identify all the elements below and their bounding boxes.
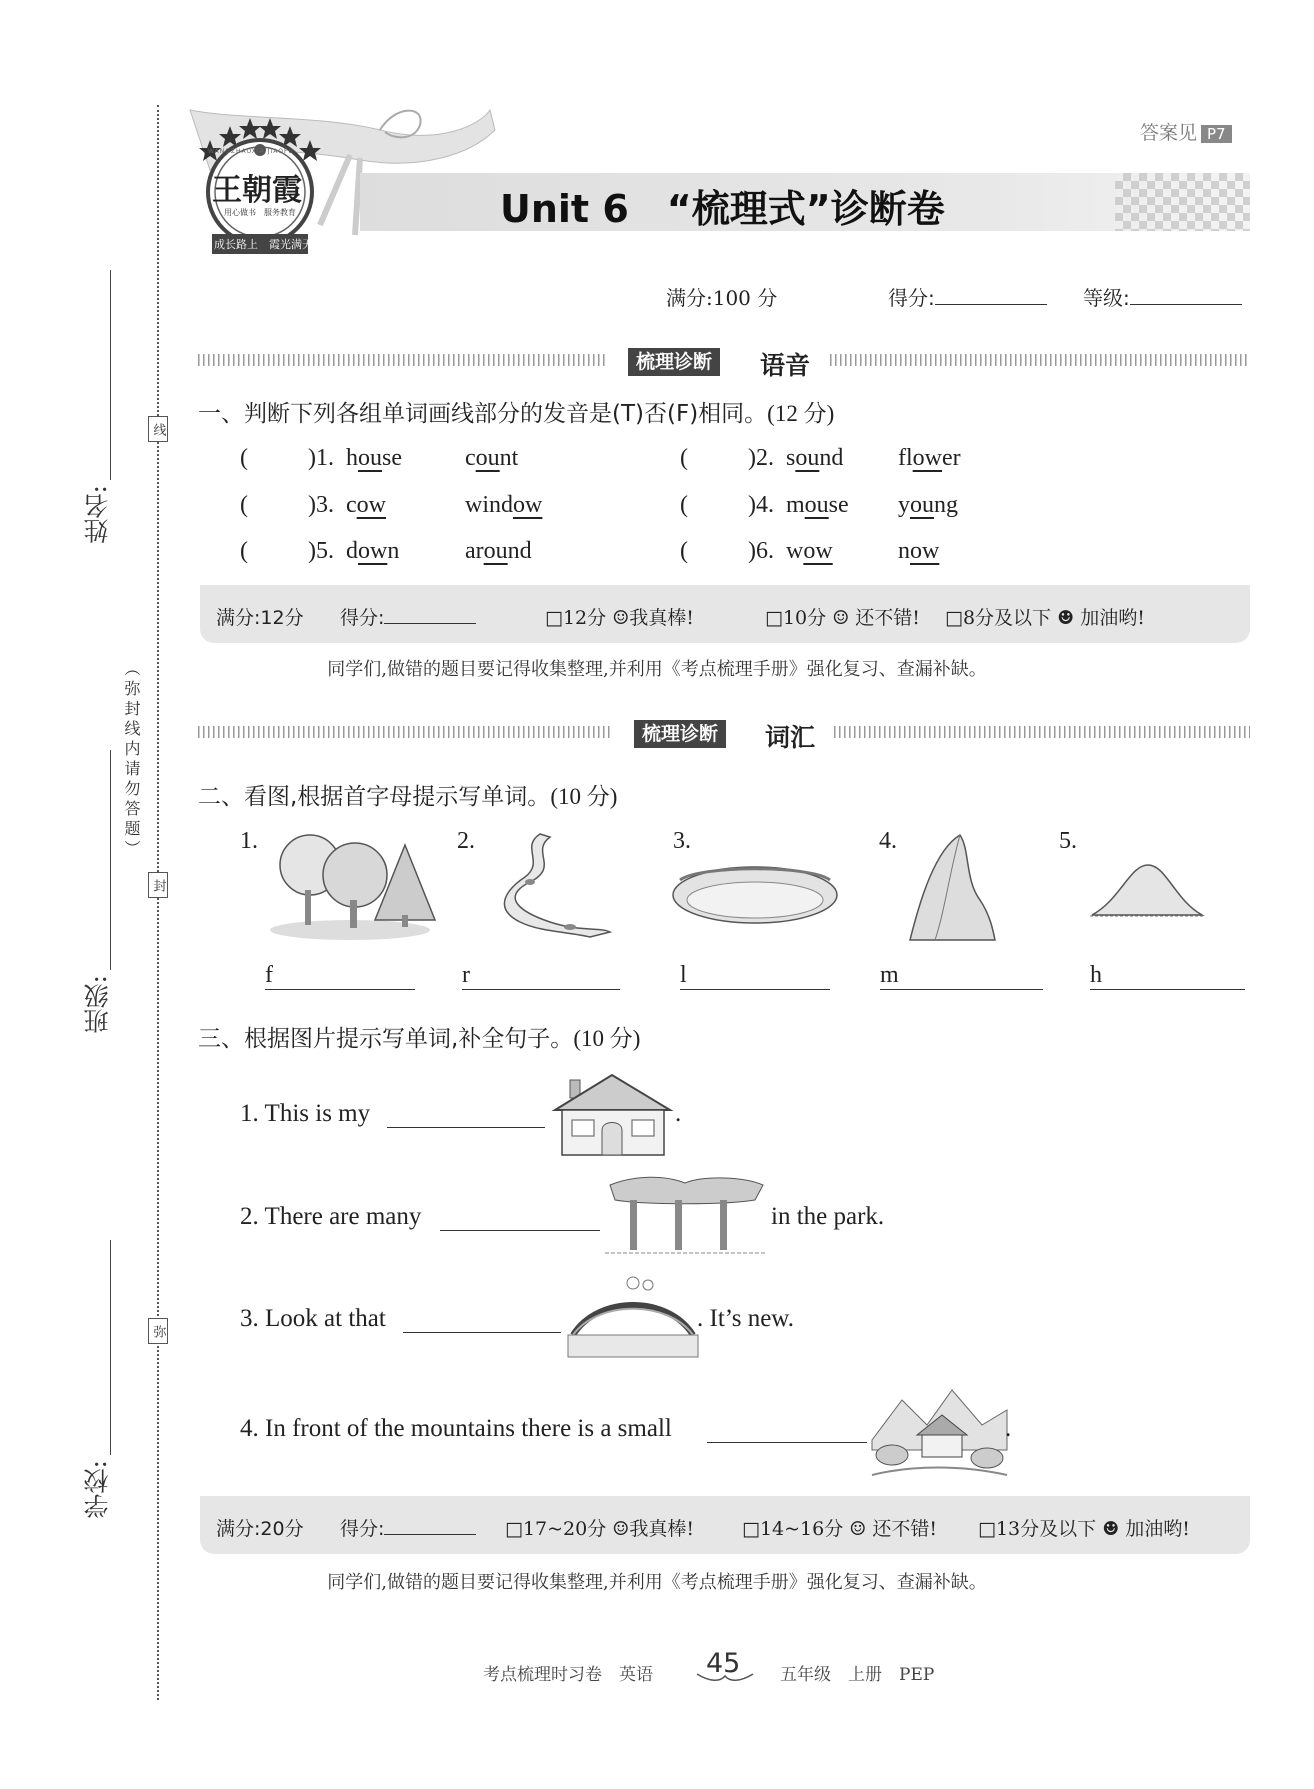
word-part: fl [898,445,913,471]
mountain-picture [905,830,995,945]
hatch-left [198,354,608,366]
hatch-right [830,354,1250,366]
sentence-1-pre: 1. This is my [240,1100,371,1127]
underlined-letters: ou [804,492,829,518]
picture-number-2: 2. [457,828,475,854]
picture-number-3: 3. [673,828,691,854]
word-part: w [786,538,804,564]
sentence-2-post: in the park. [771,1203,885,1230]
answer-paren-1[interactable]: ( [240,445,248,471]
score-option-2[interactable] [742,1514,937,1541]
word-part: ar [465,538,484,564]
question-3-text: 三、根据图片提示写单词,补全句子。 [198,1026,574,1052]
school-label: 学校: [83,1460,112,1519]
page-title: Unit 6 “梳理式”诊断卷 [500,187,945,231]
underlined-letters: ow [358,538,388,564]
item-number-4: )4. [748,492,774,518]
grade-label: 等级: [1083,286,1130,310]
question-2-text: 二、看图,根据首字母提示写单词。 [198,784,551,810]
underlined-letters: ow [912,445,943,471]
footer-right: 五年级 上册 PEP [780,1665,935,1685]
answer-ref-text: 答案见 [1140,122,1198,144]
underlined-letters: ow [910,538,940,564]
question-2-heading [198,778,617,811]
word-part: c [346,492,357,518]
name-field[interactable] [110,270,111,480]
smile-face-icon: ☺ [612,1518,630,1540]
item-2-w2 [898,445,961,472]
word-part: c [465,445,476,471]
score-option-1-label: □12分 [545,607,607,629]
item-6-w1 [786,538,833,565]
underlined-letters: ou [358,445,382,471]
score-option-2-msg: 还不错! [872,1518,938,1540]
section-header-phonetics [198,348,1250,380]
cheer-face-icon: ☻ [1102,1518,1120,1540]
class-field[interactable] [110,750,111,970]
underlined-letters: ow [803,538,833,564]
underlined-letters: ow [513,492,543,518]
hint-letter-3: l [680,962,687,988]
hatch-right [834,726,1250,738]
answer-paren-2[interactable]: ( [680,445,688,471]
total-score [888,282,1047,311]
trees-picture [605,1175,765,1255]
hill-picture [1090,860,1205,920]
word-part: nt [499,445,519,471]
score-bar-score-label: 得分: [340,607,385,629]
bridge-picture [568,1275,698,1360]
hint-letter-2: r [462,962,470,988]
word-part: ng [934,492,958,518]
answer-paren-5[interactable]: ( [240,538,248,564]
answer-field-1[interactable] [265,962,415,990]
answer-paren-4[interactable]: ( [680,492,688,518]
score-option-2[interactable] [765,603,920,630]
answer-field-5[interactable] [1090,962,1245,990]
section-title: 词汇 [765,723,816,752]
score-option-1-label: □17~20分 [505,1518,607,1540]
hint-letter-4: m [880,962,899,988]
answer-paren-6[interactable]: ( [680,538,688,564]
score-option-2-label: □14~16分 [742,1518,844,1540]
answer-reference [1140,118,1232,145]
book-icon [695,1672,755,1684]
score-option-2-label: □10分 [765,607,827,629]
item-number-6: )6. [748,538,774,564]
score-option-1[interactable] [505,1514,694,1541]
logo-motto-bottom: 成长路上 霞光满天 [214,238,313,251]
score-bar-score [340,1514,476,1541]
answer-field-3[interactable] [680,962,830,990]
binding-dotted-line [157,105,159,1700]
sentence-2-field[interactable] [440,1230,600,1231]
seal-mark-line: 线 [148,416,168,442]
picture-number-5: 5. [1059,828,1077,854]
seal-mark-seal: 封 [148,872,168,898]
score-bar-score-field[interactable] [384,623,476,624]
score-bar-full: 满分:12分 [216,607,304,629]
word-part: se [382,445,402,471]
hatch-left [198,726,613,738]
school-field[interactable] [110,1240,111,1455]
word-part: wind [465,492,513,518]
item-3-w2 [465,492,542,519]
word-part: m [786,492,805,518]
word-part: h [346,445,358,471]
question-3-heading [198,1020,640,1053]
review-tip-2: 同学们,做错的题目要记得收集整理,并利用《考点梳理手册》强化复习、查漏补缺。 [327,1572,987,1593]
section-title: 语音 [760,351,811,380]
score-option-3[interactable] [945,603,1145,630]
score-option-1-msg: 我真棒! [629,1518,694,1540]
sentence-1-field[interactable] [387,1127,545,1128]
sentence-1-post: . [675,1100,682,1127]
question-1-text: 一、判断下列各组单词画线部分的发音是(T)否(F)相同。 [198,401,768,427]
grade [1083,282,1242,311]
question-3-points: (10 分) [573,1026,641,1051]
question-2-points: (10 分) [550,784,618,809]
item-number-1: )1. [308,445,334,471]
river-picture [490,832,610,937]
score-option-1[interactable] [545,603,694,630]
score-option-3-msg: 加油哟! [1080,607,1145,629]
score-bar-full: 满分:20分 [216,1518,304,1540]
word-part: nd [507,538,532,564]
hint-letter-1: f [265,962,273,988]
logo-motto-top: 用心做书 服务教育 [224,208,296,217]
sentence-4-pre: 4. In front of the mountains there is a small [240,1415,672,1442]
section-badge: 梳理诊断 [628,348,720,376]
class-label: 班级: [83,975,112,1034]
sentence-3-post: . It’s new. [697,1305,794,1332]
question-1-heading [198,395,834,428]
cheer-face-icon: ☻ [1057,607,1075,629]
underlined-letters: ou [475,445,500,471]
sentence-4-post: . [1005,1415,1012,1442]
grade-field[interactable] [1130,304,1242,305]
score-bar-score-field[interactable] [384,1534,476,1535]
underlined-letters: ow [356,492,386,518]
score-bar-score [340,603,476,630]
item-6-w2 [898,538,939,565]
word-part: nd [819,445,844,471]
sentence-4-field[interactable] [707,1442,867,1443]
item-5-w1 [346,538,399,565]
underlined-letters: ou [795,445,820,471]
score-bar-2 [200,1496,1250,1554]
footer-left: 考点梳理时习卷 英语 [483,1665,653,1685]
word-part: er [942,445,961,471]
underlined-letters: ou [910,492,934,518]
logo-arc-text: WANGZHAOXIA JIAOFU [208,148,294,155]
item-1-w2 [465,445,518,472]
score-option-1-msg: 我真棒! [629,607,694,629]
total-score-field[interactable] [935,304,1047,305]
word-part: n [387,538,400,564]
item-number-3: )3. [308,492,334,518]
answer-ref-page: P7 [1201,125,1232,143]
picture-number-4: 4. [879,828,897,854]
score-bar-score-label: 得分: [340,1518,385,1540]
forest-picture [270,825,435,940]
picture-number-1: 1. [240,828,258,854]
house-picture [550,1070,675,1160]
smile-icon: ☺ [832,607,850,629]
smile-face-icon: ☺ [612,607,630,629]
word-part: se [828,492,849,518]
village-picture [872,1380,1007,1480]
logo-name: 王朝霞 [212,173,302,208]
total-score-label: 得分: [888,286,935,310]
smile-icon: ☺ [849,1518,867,1540]
score-option-3-label: □8分及以下 [945,607,1052,629]
word-part: y [898,492,910,518]
item-1-w1 [346,445,402,472]
item-5-w2 [465,538,532,565]
section-header-vocabulary [198,720,1250,752]
hint-letter-5: h [1090,962,1102,988]
word-part: d [346,538,358,564]
checker-pattern [1115,173,1250,231]
section-badge: 梳理诊断 [634,720,726,748]
answer-paren-3[interactable]: ( [240,492,248,518]
item-4-w2 [898,492,958,519]
seal-mark-mi: 弥 [148,1318,168,1344]
score-bar-1 [200,585,1250,643]
score-option-3-msg: 加油哟! [1125,1518,1190,1540]
item-3-w1 [346,492,386,519]
question-1-points: (12 分) [767,401,835,426]
lake-picture [670,855,840,925]
word-part: s [786,445,796,471]
answer-field-2[interactable] [462,962,620,990]
page-number: 45 [706,1648,741,1679]
item-4-w1 [786,492,849,519]
item-number-2: )2. [748,445,774,471]
sentence-2-pre: 2. There are many [240,1203,422,1230]
review-tip-1: 同学们,做错的题目要记得收集整理,并利用《考点梳理手册》强化复习、查漏补缺。 [327,659,987,680]
sentence-3-pre: 3. Look at that [240,1305,386,1332]
answer-field-4[interactable] [880,962,1043,990]
score-option-2-msg: 还不错! [855,607,920,629]
score-option-3[interactable] [978,1514,1190,1541]
item-2-w1 [786,445,843,472]
full-marks: 满分:100 分 [666,286,778,310]
seal-note: （弥封线内请勿答题） [122,660,141,860]
underlined-letters: ou [483,538,508,564]
sentence-3-field[interactable] [403,1332,561,1333]
score-option-3-label: □13分及以下 [978,1518,1097,1540]
name-label: 姓名: [83,485,112,544]
word-part: n [898,538,910,564]
item-number-5: )5. [308,538,334,564]
